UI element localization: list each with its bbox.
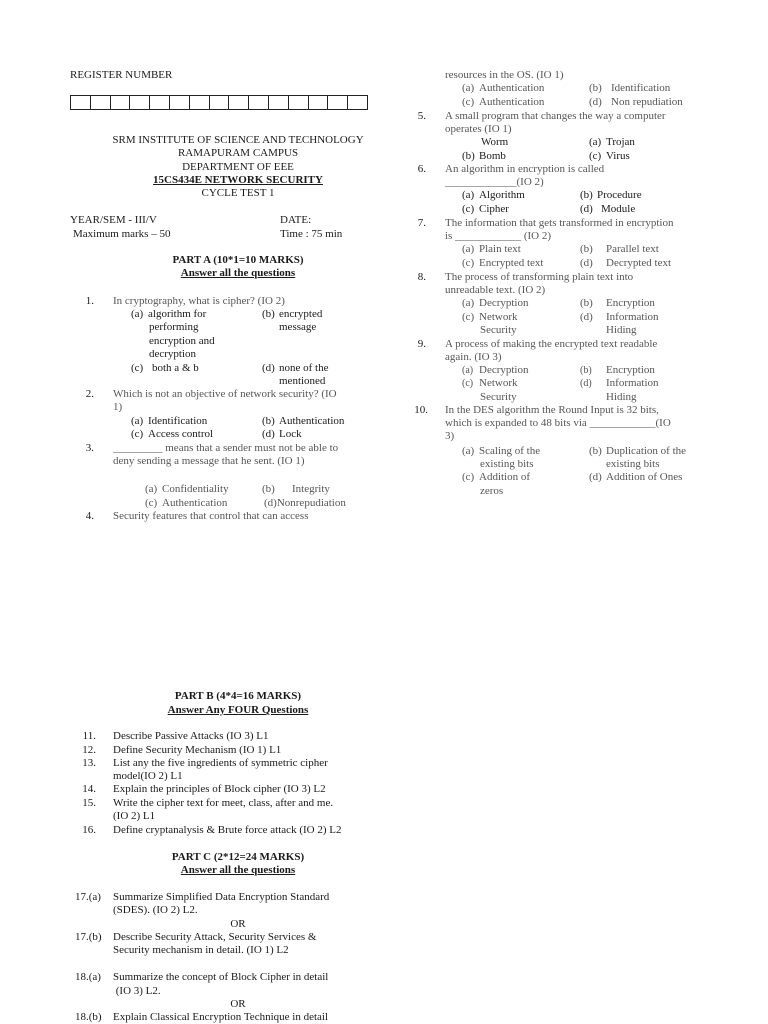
question-text: Define cryptanalysis & Brute force attack (IO 2) L2	[113, 824, 342, 836]
question-number: 7.	[417, 217, 426, 229]
option-a-line: decryption	[149, 348, 197, 360]
question-text: In the DES algorithm the Round Input is 32 bits,	[445, 404, 659, 416]
date-label: DATE:	[280, 214, 312, 226]
option-a-line: encryption and	[149, 335, 215, 347]
question-number: 10.	[414, 404, 428, 416]
question-text: Describe Security Attack, Security Services &	[113, 931, 317, 943]
option-a-line: performing	[149, 321, 199, 333]
option-d: (d) Decrypted text	[580, 257, 672, 269]
course-title: 15CS434E NETWORK SECURITY	[153, 174, 323, 186]
institute-name: SRM INSTITUTE OF SCIENCE AND TECHNOLOGY	[112, 134, 364, 146]
option-c: (c) both a & b	[131, 362, 199, 374]
option-a: (a) Identification	[131, 415, 208, 427]
option-b-line: message	[279, 321, 317, 333]
question-text-line: deny sending a message that he sent. (IO 1)	[113, 455, 305, 467]
question-number: 3.	[85, 442, 94, 454]
question-text: Summarize Simplified Data Encryption Standard	[113, 891, 330, 903]
option-a: (a) Decryption	[462, 297, 529, 309]
campus-name: RAMAPURAM CAMPUS	[177, 147, 299, 159]
option-d: (d) Information	[580, 311, 659, 323]
option-c: (c) Addition of	[462, 471, 531, 483]
question-text-line: (IO 2) L1	[113, 810, 156, 822]
question-text: Explain the principles of Block cipher (IO 3) L2	[113, 783, 326, 795]
register-digit-box	[190, 96, 210, 109]
question-number: 15.	[82, 797, 96, 809]
question-text: A small program that changes the way a computer	[445, 110, 666, 122]
or-separator: OR	[230, 998, 246, 1010]
register-digit-box	[91, 96, 111, 109]
year-sem: YEAR/SEM - III/V	[70, 214, 157, 226]
question-number: 13.	[82, 757, 96, 769]
question-text: An algorithm in encryption is called	[445, 163, 605, 175]
question-number: 14.	[82, 783, 96, 795]
or-separator: OR	[230, 918, 246, 930]
question-number: 18.(b)	[75, 1011, 102, 1023]
question-text-line: (IO 3) L2.	[113, 985, 161, 997]
option-c: (c) Virus	[589, 150, 630, 162]
register-digit-box	[328, 96, 348, 109]
option-d: (d) Lock	[262, 428, 302, 440]
register-digit-box	[348, 96, 367, 109]
question-text: Define Security Mechanism (IO 1) L1	[113, 744, 282, 756]
option-d-line: Hiding	[606, 391, 637, 403]
option-b: (b) Integrity	[262, 483, 330, 495]
register-digit-box	[269, 96, 289, 109]
question-number: 17.(b)	[75, 931, 102, 943]
option-d: (d) Addition of Ones	[589, 471, 683, 483]
question-number: 17.(a)	[75, 891, 101, 903]
question-text-line: resources in the OS. (IO 1)	[445, 69, 564, 81]
question-text-line: again. (IO 3)	[445, 351, 502, 363]
option-d: (d) Module	[580, 203, 636, 215]
option-c: (c) Encrypted text	[462, 257, 544, 269]
register-number-label: REGISTER NUMBER	[70, 69, 173, 81]
register-digit-box	[111, 96, 131, 109]
question-text: Describe Passive Attacks (IO 3) L1	[113, 730, 269, 742]
question-text-line: (SDES). (IO 2) L2.	[113, 904, 198, 916]
question-text-line: _____________(IO 2)	[445, 176, 544, 188]
option-c: (c) Network	[462, 311, 518, 323]
option-a-line: existing bits	[480, 458, 534, 470]
register-digit-box	[210, 96, 230, 109]
part-c-title: PART C (2*12=24 MARKS)	[171, 851, 305, 863]
question-text-line: is ____________ (IO 2)	[445, 230, 552, 242]
question-number: 2.	[85, 388, 94, 400]
register-digit-box	[309, 96, 329, 109]
option-a: (a) algorithm for	[131, 308, 207, 320]
option-a: (a) Plain text	[462, 243, 521, 255]
option-c-line: Security	[480, 391, 517, 403]
question-text: The process of transforming plain text into	[445, 271, 634, 283]
option-c-line: zeros	[480, 485, 504, 497]
question-number: 6.	[417, 163, 426, 175]
option-c: (c) Access control	[131, 428, 214, 440]
option-b: (b) Identification	[589, 82, 671, 94]
option-worm: Worm	[481, 136, 509, 148]
option-b-line: existing bits	[606, 458, 660, 470]
option-c-line: Security	[480, 324, 517, 336]
option-c: (c) Network	[462, 377, 518, 389]
question-number: 11.	[82, 730, 96, 742]
question-number: 8.	[417, 271, 426, 283]
question-text: A process of making the encrypted text readable	[445, 338, 658, 350]
option-b: (b) Procedure	[580, 189, 642, 201]
option-c: (c) Authentication	[462, 96, 545, 108]
option-c: (c) Cipher	[462, 203, 509, 215]
option-c: (c) Authentication	[145, 497, 228, 509]
option-a: (a) Scaling of the	[462, 445, 541, 457]
question-text: Summarize the concept of Block Cipher in detail	[113, 971, 329, 983]
exam-time: Time : 75 min	[280, 228, 343, 240]
register-digit-box	[71, 96, 91, 109]
question-text: The information that gets transformed in encryption	[445, 217, 674, 229]
question-text: List any the five ingredients of symmetric cipher	[113, 757, 328, 769]
part-b-title: PART B (4*4=16 MARKS)	[174, 690, 302, 702]
question-text: Write the cipher text for meet, class, after and me.	[113, 797, 334, 809]
question-number: 16.	[82, 824, 96, 836]
part-a-title: PART A (10*1=10 MARKS)	[172, 254, 304, 266]
question-number: 12.	[82, 744, 96, 756]
option-b: (b) Authentication	[262, 415, 345, 427]
question-text: Explain Classical Encryption Technique in detail	[113, 1011, 328, 1023]
option-b: (b) Encryption	[580, 364, 655, 376]
register-digit-box	[150, 96, 170, 109]
option-a: (a) Algorithm	[462, 189, 525, 201]
question-number: 1.	[85, 295, 94, 307]
register-digit-box	[130, 96, 150, 109]
register-number-boxes	[70, 95, 368, 110]
option-d-line: mentioned	[279, 375, 326, 387]
question-number: 9.	[417, 338, 426, 350]
question-text-line: Security mechanism in detail. (IO 1) L2	[113, 944, 289, 956]
option-a: (a) Confidentiality	[145, 483, 229, 495]
option-b: (b) Encryption	[580, 297, 655, 309]
option-b: (b) Duplication of the	[589, 445, 687, 457]
option-b: (b) Parallel text	[580, 243, 659, 255]
max-marks: Maximum marks – 50	[73, 228, 171, 240]
option-d: (d) none of the	[262, 362, 329, 374]
option-d-line: Hiding	[606, 324, 637, 336]
question-number: 18.(a)	[75, 971, 101, 983]
question-text-line: 3)	[445, 430, 455, 442]
test-name: CYCLE TEST 1	[201, 187, 275, 199]
register-digit-box	[289, 96, 309, 109]
question-text-line: 1)	[113, 401, 123, 413]
option-a: (a) Decryption	[462, 364, 529, 376]
option-d: (d)Nonrepudiation	[264, 497, 346, 509]
register-digit-box	[249, 96, 269, 109]
register-digit-box	[170, 96, 190, 109]
question-number: 5.	[417, 110, 426, 122]
question-text-line: which is expanded to 48 bits via ____________(IO	[445, 417, 671, 429]
option-d: (d) Information	[580, 377, 659, 389]
question-number: 4.	[85, 510, 94, 522]
part-b-subtitle: Answer Any FOUR Questions	[167, 704, 309, 716]
question-text-line: model(IO 2) L1	[113, 770, 183, 782]
option-b: (b) Bomb	[462, 150, 506, 162]
department-name: DEPARTMENT OF EEE	[182, 161, 294, 173]
question-text: _________ means that a sender must not be able to	[113, 442, 339, 454]
option-a: (a) Authentication	[462, 82, 545, 94]
question-text-line: unreadable text. (IO 2)	[445, 284, 546, 296]
option-a: (a) Trojan	[589, 136, 635, 148]
question-text: Which is not an objective of network security? (IO	[113, 388, 337, 400]
question-text: Security features that control that can access	[113, 510, 309, 522]
part-c-subtitle: Answer all the questions	[180, 864, 296, 876]
register-digit-box	[229, 96, 249, 109]
part-a-subtitle: Answer all the questions	[180, 267, 296, 279]
option-b: (b) encrypted	[262, 308, 323, 320]
question-text: In cryptography, what is cipher? (IO 2)	[113, 295, 285, 307]
question-text-line: operates (IO 1)	[445, 123, 512, 135]
option-d: (d) Non repudiation	[589, 96, 683, 108]
